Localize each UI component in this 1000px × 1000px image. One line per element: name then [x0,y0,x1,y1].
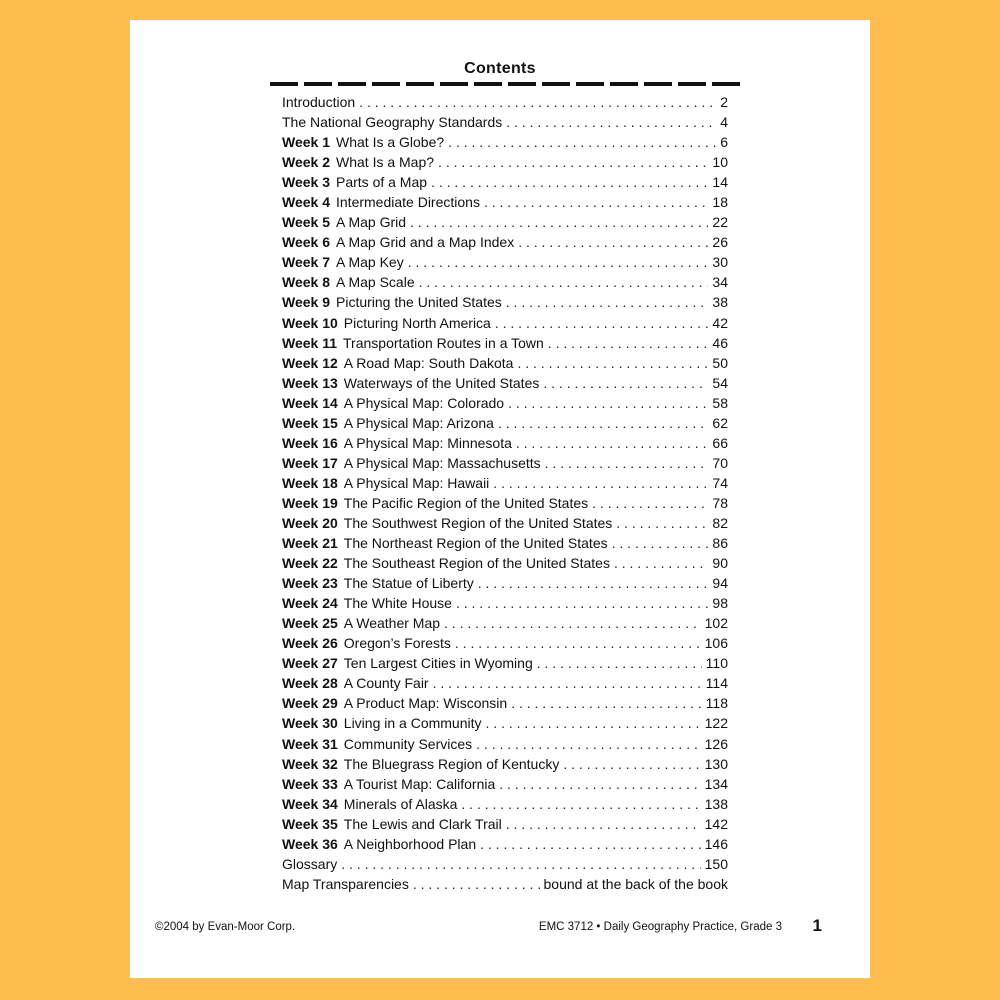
toc-entry-title: The Lewis and Clark Trail [343,815,502,832]
toc-entry [282,493,728,513]
toc-page-number: 38 [712,294,728,311]
toc-entry [282,433,728,453]
toc-entry-title: The White House [343,595,452,612]
toc-entry [282,333,728,353]
toc-entry-title: Parts of a Map [336,174,428,191]
toc-leader-dots [461,794,700,814]
toc-week-label: Week 7 [282,254,330,271]
toc-leader-dots [499,774,700,794]
toc-entry [282,353,728,373]
footer-page-number: 1 [812,916,822,935]
toc-page-number: 14 [712,174,728,191]
toc-leader-dots [413,874,540,894]
toc-leader-dots [486,713,701,733]
toc-page-number: 42 [712,314,728,331]
toc-entry-title: Introduction [282,94,356,110]
toc-entry-title: A Physical Map: Hawaii [343,474,490,491]
toc-leader-dots [511,693,701,713]
toc-week-label: Week 34 [282,795,338,812]
toc-page-number: 82 [712,514,728,531]
toc-entry-title: A Map Grid [336,214,407,231]
toc-week-label: Week 5 [282,214,330,231]
toc-page-number: 94 [712,575,728,592]
toc-page-number: 70 [712,454,728,471]
toc-entry-title: The Southwest Region of the United States [343,514,613,531]
toc-week-label: Week 31 [282,735,338,752]
toc-entry [282,633,728,653]
toc-week-label: Week 36 [282,835,338,852]
toc-page-number: 34 [712,274,728,291]
toc-entry [282,292,728,312]
toc-page-number: 30 [712,254,728,271]
toc-entry [282,192,728,212]
toc-entry-title: Living in a Community [343,715,482,732]
toc-entry [282,112,728,132]
toc-page-number: 130 [704,755,728,772]
toc-page-number: 4 [720,114,728,131]
toc-leader-dots [448,132,716,152]
toc-entry [282,814,728,834]
footer-product: EMC 3712 • Daily Geography Practice, Grade 3 [538,921,782,933]
toc-page-number: 74 [712,474,728,491]
toc-entry [282,232,728,252]
toc-entry-title: A Weather Map [343,615,441,632]
toc-week-label: Week 32 [282,755,338,772]
toc-page-number: 10 [712,154,728,171]
toc-entry [282,653,728,673]
toc-page-number: 126 [704,735,728,752]
toc-entry-title: Intermediate Directions [336,194,480,211]
toc-page-number: 106 [704,635,728,652]
toc-entry-title: The Statue of Liberty [343,575,474,592]
toc-page-number: 58 [712,394,728,411]
toc-leader-dots [476,734,700,754]
toc-entry-title: Community Services [343,735,473,752]
toc-entry [282,473,728,493]
toc-page-number: 46 [712,334,728,351]
toc-entry-title: What Is a Globe? [336,134,445,151]
toc-entry-title: The Pacific Region of the United States [343,494,589,511]
toc-week-label: Week 10 [282,314,338,331]
toc-leader-dots [517,353,708,373]
toc-leader-dots [408,252,709,272]
toc-week-label: Week 17 [282,454,338,471]
toc-entry [282,413,728,433]
toc-entry-title: The Bluegrass Region of Kentucky [343,755,560,772]
toc-leader-dots [516,433,709,453]
toc-page-number: 6 [720,134,728,151]
toc-page-number: 86 [712,535,728,552]
toc-week-label: Week 2 [282,154,330,171]
toc-week-label: Week 23 [282,575,338,592]
toc-leader-dots [455,633,701,653]
toc-page-number: 138 [704,795,728,812]
toc-entry-title: Picturing the United States [336,294,502,311]
toc-entry-title: A Map Grid and a Map Index [336,234,515,251]
toc-entry-title: A Physical Map: Arizona [343,414,494,431]
toc-entry [282,393,728,413]
toc-entry [282,874,728,894]
title-dashed-rule [270,82,740,86]
toc-leader-dots [495,313,709,333]
toc-page-number: 50 [712,354,728,371]
toc-leader-dots [545,453,709,473]
toc-leader-dots [480,834,701,854]
toc-entry-title: The Southeast Region of the United States [343,555,610,572]
footer-copyright: ©2004 by Evan-Moor Corp. [155,921,296,933]
toc-entry-title: A Neighborhood Plan [343,835,477,852]
toc-entry [282,613,728,633]
toc-week-label: Week 33 [282,775,338,792]
toc-leader-dots [548,333,709,353]
toc-week-label: Week 28 [282,675,338,692]
toc-week-label: Week 15 [282,414,338,431]
toc-entry [282,794,728,814]
toc-page-number: 118 [705,695,728,712]
toc-leader-dots [506,292,709,312]
toc-leader-dots [444,613,701,633]
toc-week-label: Week 22 [282,555,338,572]
toc-entry [282,854,728,874]
toc-entry-title: The Northeast Region of the United States [343,535,608,552]
toc-page-number: 114 [705,675,728,692]
toc-week-label: Week 18 [282,474,338,491]
toc-week-label: Week 30 [282,715,338,732]
toc-entry [282,573,728,593]
toc-entry [282,152,728,172]
toc-entry-title: Oregon’s Forests [343,635,451,652]
toc-page-number: 54 [712,374,728,391]
toc-page-number: 66 [712,434,728,451]
toc-leader-dots [612,533,709,553]
toc-entry [282,172,728,192]
toc-entry-title: A Tourist Map: California [343,775,496,792]
toc-entry [282,553,728,573]
toc-leader-dots [493,473,708,493]
toc-week-label: Week 14 [282,394,338,411]
toc-week-label: Week 4 [282,194,330,211]
toc-entry [282,834,728,854]
toc-entry [282,252,728,272]
toc-page-number: 134 [704,775,728,792]
toc-entry [282,92,728,112]
toc-entry-title: A Map Scale [336,274,415,291]
toc-entry [282,533,728,553]
toc-page-number: 142 [704,815,728,832]
toc-entry [282,132,728,152]
toc-entry-title: Glossary [282,855,338,872]
toc-leader-dots [456,593,708,613]
toc-entry-title: A Road Map: South Dakota [343,354,514,371]
toc-leader-dots [508,393,708,413]
toc-page-number: 2 [720,94,728,110]
toc-week-label: Week 25 [282,615,338,632]
toc-leader-dots [431,172,708,192]
toc-leader-dots [341,854,700,874]
toc-page-number: 90 [712,555,728,572]
toc-leader-dots [543,373,708,393]
toc-leader-dots [433,673,702,693]
toc-entry [282,593,728,613]
toc-entry [282,373,728,393]
toc-leader-dots [419,272,709,292]
toc-week-label: Week 29 [282,695,338,712]
toc-week-label: Week 11 [282,334,338,351]
toc-entry [282,212,728,232]
toc-week-label: Week 21 [282,535,338,552]
toc-entry-title: Transportation Routes in a Town [343,334,544,351]
toc-week-label: Week 3 [282,174,330,191]
page-title: Contents [464,60,536,77]
toc-entry-title: Ten Largest Cities in Wyoming [343,655,533,672]
toc-leader-dots [506,112,716,132]
toc-week-label: Week 13 [282,374,338,391]
toc-week-label: Week 1 [282,134,330,151]
toc-page-number: 146 [704,835,728,852]
toc-week-label: Week 24 [282,595,338,612]
toc-leader-dots [616,513,708,533]
toc-week-label: Week 16 [282,434,338,451]
toc-entry-title: The National Geography Standards [282,114,503,131]
toc-leader-dots [563,754,700,774]
toc-page-number: 110 [705,655,728,672]
toc-page-number: 26 [712,234,728,251]
toc-page-number: 18 [712,194,728,211]
toc-entry [282,453,728,473]
toc-leader-dots [506,814,701,834]
toc-leader-dots [438,152,708,172]
toc-page-number: 62 [712,414,728,431]
toc-week-label: Week 26 [282,635,338,652]
toc-entry-title: Map Transparencies [282,875,409,892]
toc-entry-title: What Is a Map? [336,154,435,171]
toc-leader-dots [537,653,702,673]
toc-entry-title: A Product Map: Wisconsin [343,695,508,712]
toc-entry [282,673,728,693]
toc-page-number: bound at the back of the book [543,875,728,892]
toc-page-number: 102 [704,615,728,632]
toc-entry-title: A Map Key [336,254,404,271]
toc-week-label: Week 12 [282,354,338,371]
toc-entry-title: Picturing North America [343,314,491,331]
toc-entry-title: A Physical Map: Colorado [343,394,505,411]
toc-leader-dots [592,493,708,513]
toc-leader-dots [614,553,708,573]
toc-entry [282,754,728,774]
toc-entry [282,734,728,754]
toc-leader-dots [410,212,708,232]
toc-week-label: Week 19 [282,494,338,511]
toc-entry-title: A Physical Map: Minnesota [343,434,512,451]
document-page [130,20,870,978]
table-of-contents [282,92,728,894]
toc-week-label: Week 35 [282,815,338,832]
toc-leader-dots [484,192,708,212]
toc-entry [282,774,728,794]
toc-page-number: 122 [704,715,728,732]
toc-page-number: 150 [704,855,728,872]
toc-week-label: Week 6 [282,234,330,251]
toc-entry [282,693,728,713]
toc-week-label: Week 9 [282,294,330,311]
toc-entry-title: Minerals of Alaska [343,795,458,812]
toc-page-number: 98 [712,595,728,612]
toc-entry [282,513,728,533]
toc-leader-dots [478,573,709,593]
toc-leader-dots [498,413,708,433]
toc-week-label: Week 27 [282,655,338,672]
toc-page-number: 22 [712,214,728,231]
toc-entry-title: Waterways of the United States [343,374,540,391]
toc-week-label: Week 8 [282,274,330,291]
toc-entry-title: A County Fair [343,675,429,692]
toc-leader-dots [518,232,708,252]
toc-entry-title: A Physical Map: Massachusetts [343,454,541,471]
toc-entry [282,272,728,292]
toc-entry [282,313,728,333]
toc-page-number: 78 [712,494,728,511]
toc-entry [282,713,728,733]
toc-week-label: Week 20 [282,514,338,531]
toc-leader-dots [359,92,716,112]
